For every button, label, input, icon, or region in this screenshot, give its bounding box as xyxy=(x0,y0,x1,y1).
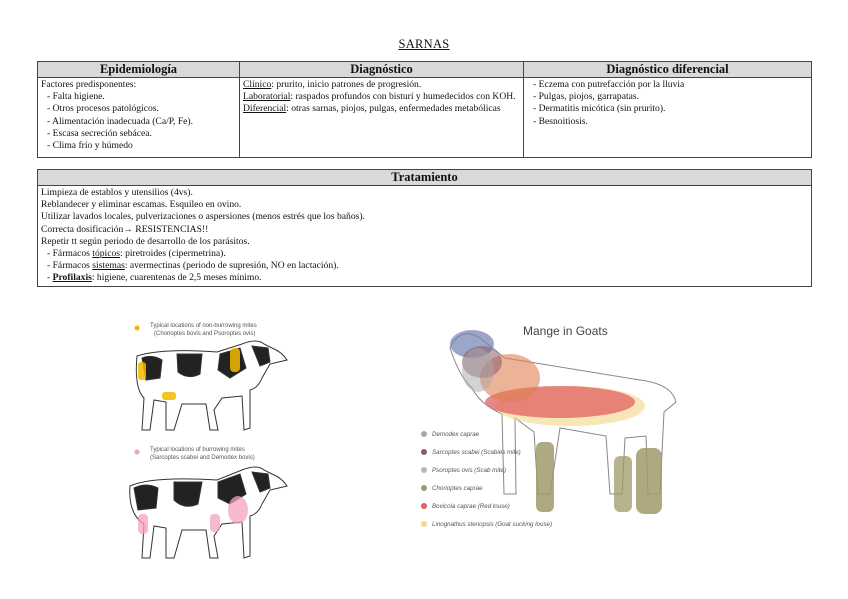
goat-legend xyxy=(421,431,552,528)
cow-caption-top-1: Typical locations of non-burrowing mites xyxy=(150,323,257,329)
treat-sistemas: - Fármacos sistemas: avermectinas (periodo de supresión, NO en lactación). xyxy=(47,260,339,272)
dif-item: - Pulgas, piojos, garrapatas. xyxy=(533,91,640,103)
treat-line: Repetir tt según periodo de desarrollo de los parásitos. xyxy=(41,235,250,247)
header-epidemiologia: Epidemiología xyxy=(38,62,240,78)
cow-mites-figure xyxy=(122,318,297,564)
goat-figure-title: Mange in Goats xyxy=(523,324,608,338)
diag-diferencial: Diferencial: otras sarnas, piojos, pulgas, enfermedades metabólicas xyxy=(243,103,501,115)
treat-line: Correcta dosificación→ RESISTENCIAS!! xyxy=(41,223,209,235)
header-diagnostico: Diagnóstico xyxy=(240,62,524,78)
epi-item: - Escasa secreción sebácea. xyxy=(47,127,152,139)
legend-dot-pink-icon xyxy=(135,450,140,455)
epi-item: - Falta higiene. xyxy=(47,91,105,103)
dif-item: - Besnoitiosis. xyxy=(533,115,588,127)
legend-swatch-icon xyxy=(421,521,427,527)
dif-item: - Eczema con putrefacción por la lluvia xyxy=(533,79,685,90)
mite-area-yellow-icon xyxy=(230,348,240,372)
legend-label: Linognathus stenopsis (Goat sucking louse) xyxy=(432,521,553,528)
legend-swatch-icon xyxy=(421,485,427,491)
mite-area-pink-icon xyxy=(138,514,148,534)
goat-mange-figure xyxy=(410,318,690,558)
epi-item: - Alimentación inadecuada (Ca/P, Fe). xyxy=(47,115,194,127)
demodex-area-icon xyxy=(462,348,494,392)
epi-intro: Factores predisponentes: xyxy=(41,79,137,90)
legend-label: Chorioptes caprae xyxy=(432,485,483,492)
chorioptes-area-icon xyxy=(636,448,662,514)
mite-area-yellow-icon xyxy=(138,362,146,380)
cow-bottom-icon xyxy=(130,467,287,558)
diag-clinico: Clínico: prurito, inicio patrones de progresión. xyxy=(243,79,422,90)
legend-label: Demodex caprae xyxy=(432,431,480,438)
treat-line: Utilizar lavados locales, pulverizaciones o aspersiones (menos estrés que los baños). xyxy=(41,211,365,223)
diferencial-cell xyxy=(524,78,812,158)
dif-item: - Dermatitis micótica (sin prurito). xyxy=(533,103,666,115)
chorioptes-area-icon xyxy=(536,442,554,512)
epi-item: - Otros procesos patológicos. xyxy=(47,103,159,115)
legend-dot-yellow-icon xyxy=(135,326,140,331)
diag-laboratorial: Laboratorial: raspados profundos con bisturí y humedecidos con KOH. xyxy=(243,91,516,103)
header-tratamiento: Tratamiento xyxy=(38,170,812,186)
mite-area-pink-icon xyxy=(210,514,220,532)
diagnosis-table xyxy=(37,61,812,158)
legend-swatch-icon xyxy=(421,467,427,473)
legend-swatch-icon xyxy=(421,449,427,455)
cow-caption-bottom-2: (Sarcoptes scabei and Demodex bovis) xyxy=(150,455,255,461)
legend-label: Bovicola caprae (Red louse) xyxy=(432,503,510,510)
diagnostico-cell xyxy=(240,78,524,158)
legend-label: Sarcoptes scabei (Scabies mite) xyxy=(432,449,521,456)
treat-line: Reblandecer y eliminar escamas. Esquileo en ovino. xyxy=(41,199,242,211)
tratamiento-cell xyxy=(38,186,812,287)
chorioptes-area-icon xyxy=(614,456,632,512)
cow-caption-bottom-1: Typical locations of burrowing mites xyxy=(150,447,245,453)
page-title: SARNAS xyxy=(398,37,450,51)
cow-caption-top-2: (Chorioptes bovis and Psoroptes ovis) xyxy=(154,331,256,337)
epidemiologia-cell xyxy=(38,78,240,158)
legend-swatch-icon xyxy=(421,431,427,437)
cow-top-icon xyxy=(136,341,287,430)
treat-topicos: - Fármacos tópicos: piretroides (cipermetrina). xyxy=(47,248,226,260)
treat-line: Limpieza de establos y utensilios (4vs). xyxy=(41,187,193,198)
treatment-table xyxy=(37,169,812,287)
epi-item: - Clima frío y húmedo xyxy=(47,140,133,152)
mite-area-pink-icon xyxy=(228,496,248,524)
legend-swatch-icon xyxy=(421,503,427,509)
legend-label: Psoroptes ovis (Scab mite) xyxy=(432,467,506,474)
treat-profilaxis: - Profilaxis: higiene, cuarentenas de 2,5 meses mínimo. xyxy=(47,272,262,284)
mite-area-yellow-icon xyxy=(162,392,176,400)
header-diferencial: Diagnóstico diferencial xyxy=(524,62,812,78)
